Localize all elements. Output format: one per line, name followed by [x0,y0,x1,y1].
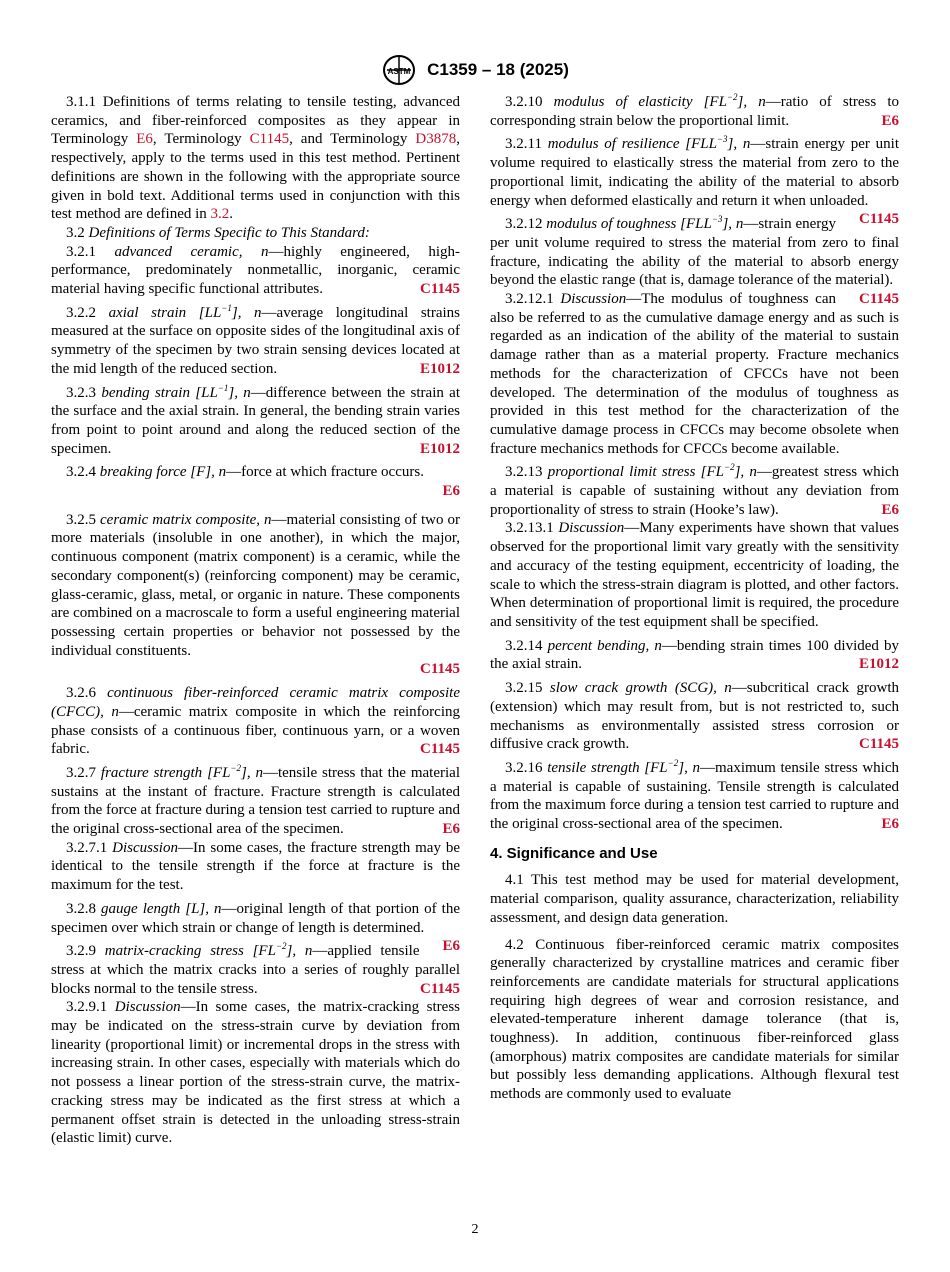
para-3-2-1: 3.2.1 advanced ceramic, n—highly engineered, high-performance, predominately nonmetallic, inorganic, ceramic material having specific functional attributes. C1145 [51,243,460,298]
ref-e6[interactable]: E6 [442,483,460,500]
para-3-2-13-1: 3.2.13.1 Discussion—Many experiments have shown that values observed for the proportional limit vary greatly with the sensitivity and accuracy of the testing equipment, eccentricity of loading, the scale to which the stress-strain diagram is plotted, and other factors. When determination of proportional limit is required, the procedure and sensitivity of the test equipment shall be specified. [490,520,899,630]
ref-e6[interactable]: E6 [442,938,460,955]
para-3-2-10: 3.2.10 modulus of elasticity $[FL^{-2}]$, n—ratio of stress to corresponding strain below the proportional limit. E6 [490,92,900,129]
para-3-2-3: 3.2.3 bending strain $[LL^{-1}]$, n—difference between the strain at the surface and the axial strain. In general, the bending strain varies from point to point around and along the reduced section of the specimen. E1012 [51,382,460,457]
ref-c1145[interactable]: C1145 [419,980,460,997]
para-3-2-12-1: 3.2.12.1 Discussion—The modulus of toughness can also be referred to as the cumulative damage energy and as such is regarded as an indication of the ability of the material to sustain damage rather than as a material property. Fracture mechanics methods for the characterization of CFCCs have not been developed. The determination of the modulus of toughness as provided in this test method for the characterization of the cumulative damage process in CFCCs may become obsolete when fracture mechanics methods for CFCCs become available. [490,291,899,457]
ref-e6[interactable]: E6 [881,112,899,129]
para-4-1: 4.1 This test method may be used for material development, material comparison, quality assurance, characterization, reliability assessment, and design data generation. [490,872,899,926]
para-3-2-13: 3.2.13 proportional limit stress $[FL^{-2}]$, n—greatest stress which a material is capable of sustaining without any deviation from proportionality of stress to strain (Hooke’s law). E6 [490,462,900,518]
section-heading-4: 4. Significance and Use [490,844,658,862]
ref-e6[interactable]: E6 [881,816,899,833]
para-3-2-15: 3.2.15 slow crack growth (SCG), n—subcritical crack growth (extension) which may result from, but is not restricted to, such mechanisms as environmentally assisted stress corrosion or diffusive crack growth. C1145 [490,680,899,753]
para-3-2: 3.2 Definitions of Terms Specific to This Standard: [66,224,370,241]
svg-text:ASTM: ASTM [387,67,411,76]
ref-c1145[interactable]: C1145 [858,211,899,228]
para-3-2-4: 3.2.4 breaking force [F], n—force at which fracture occurs. E6 [51,463,460,500]
para-3-2-12: 3.2.12 modulus of toughness $[FLL^{-3}]$, n—strain energy per unit volume required to stress the material from zero to final fracture, indicating the ability of the material to absorb energy beyond the elastic range (that is, damage tolerance of the material). C1145 [490,214,899,308]
link-section-3-2[interactable]: 3.2 [210,206,230,223]
para-3-2-16: 3.2.16 tensile strength $[FL^{-2}]$, n—maximum tensile stress which a material is capable of sustaining. Tensile strength is calculated from the maximum force during a tension test carried to rupture and the original cross-sectional area of the specimen. E6 [490,757,900,833]
document-code: C1359 – 18 (2025) [427,60,569,79]
ref-c1145[interactable]: C1145 [419,661,460,678]
para-4-2: 4.2 Continuous fiber-reinforced ceramic matrix composites generally characterized by crystalline matrices and ceramic fiber reinforcements are candidate materials for structural applications requiring high degrees of wear and corrosion resistance, and elevated-temperature inherent damage tolerance (that is, toughness). In addition, continuous fiber-reinforced glass (amorphous) matrix composites are candidate materials for similar but possibly less demanding applications. Although flexural test methods are commonly used to evaluate [490,936,899,1103]
ref-c1145[interactable]: C1145 [858,736,899,753]
para-3-2-8: 3.2.8 gauge length [L], n—original length of that portion of the specimen over which strain or change of length is determined. E6 [51,900,461,955]
right-column [490,93,899,1104]
link-c1145[interactable]: C1145 [249,131,290,148]
para-3-2-14: 3.2.14 percent bending, n—bending strain times 100 divided by the axial strain. E1012 [490,637,900,673]
para-3-2-7: 3.2.7 fracture strength $[FL^{-2}]$, n—tensile stress that the material sustains at the instant of fracture. Fracture strength is calculated from the force at fracture during a tension test carried to rupture and the original cross-sectional area of the specimen. E6 [51,762,460,838]
page-number: 2 [471,1222,479,1237]
left-column [51,93,460,1148]
ref-e1012[interactable]: E1012 [858,656,899,673]
ref-e1012[interactable]: E1012 [419,440,460,457]
astm-logo-icon [381,54,417,86]
para-3-1-1: 3.1.1 Definitions of terms relating to tensile testing, advanced ceramics, and fiber-reinforced composites as they appear in Terminology E6, Terminology C1145, and Terminology D3878, respectively, apply to the terms used in this test method. Pertinent definitions are shown in the following with the appropriate source given in bold text. Additional terms used in conjunction with this test method are defined in 3.2. [51,94,460,223]
ref-c1145[interactable]: C1145 [858,291,899,308]
para-3-2-5: 3.2.5 ceramic matrix composite, n—material consisting of two or more materials (insoluble in one another), in which the major, continuous component (matrix component) is a ceramic, while the secondary component(s) (reinforcing component) may be ceramic, glass-ceramic, glass, metal, or organic in nature. These components are combined on a macroscale to form a useful engineering material possessing certain properties or behavior not possessed by the individual constituents. C1145 [51,511,461,678]
para-3-2-9-1: 3.2.9.1 Discussion—In some cases, the matrix-cracking stress may be indicated on the stress-strain curve by deviation from linearity (proportional limit) or incremental drops in the stress with increasing strain. In other cases, especially with materials which do not possess a linear portion of the stress-strain curve, the matrix-cracking stress may be indicated as the first stress at which a permanent offset strain is detected in the unloading stress-strain (elastic limit) curve. [51,999,460,1147]
ref-e1012[interactable]: E1012 [419,360,460,377]
para-3-2-11: 3.2.11 modulus of resilience $[FLL^{-3}]$, n—strain energy per unit volume required to elastically stress the material from zero to the proportional limit, indicating the ability of the material to absorb energy when deformed elastically and return it when unloaded. C1145 [490,134,899,228]
ref-e6[interactable]: E6 [881,501,899,518]
ref-c1145[interactable]: C1145 [419,741,460,758]
para-3-2-9: 3.2.9 matrix-cracking stress $[FL^{-2}]$, n—applied tensile stress at which the matrix cracks into a series of roughly parallel blocks normal to the tensile stress. C1145 [51,941,460,997]
para-3-2-6: 3.2.6 continuous fiber-reinforced ceramic matrix composite (CFCC), n—ceramic matrix composite in which the reinforcing phase consists of a continuous fiber, continuous yarn, or a woven fabric. C1145 [51,685,461,758]
link-e6[interactable]: E6 [136,131,153,148]
ref-e6[interactable]: E6 [442,821,460,838]
page-header [0,54,950,86]
ref-c1145[interactable]: C1145 [419,281,460,298]
para-3-2-7-1: 3.2.7.1 Discussion—In some cases, the fracture strength may be identical to the tensile strength if the force at fracture is the maximum for the test. [51,839,460,894]
link-d3878[interactable]: D3878 [415,131,457,148]
para-3-2-2: 3.2.2 axial strain $[LL^{-1}]$, n—average longitudinal strains measured at the surface on opposite sides of the longitudinal axis of symmetry of the specimen by two strain sensing devices located at the mid length of the reduced section. E1012 [51,302,460,377]
